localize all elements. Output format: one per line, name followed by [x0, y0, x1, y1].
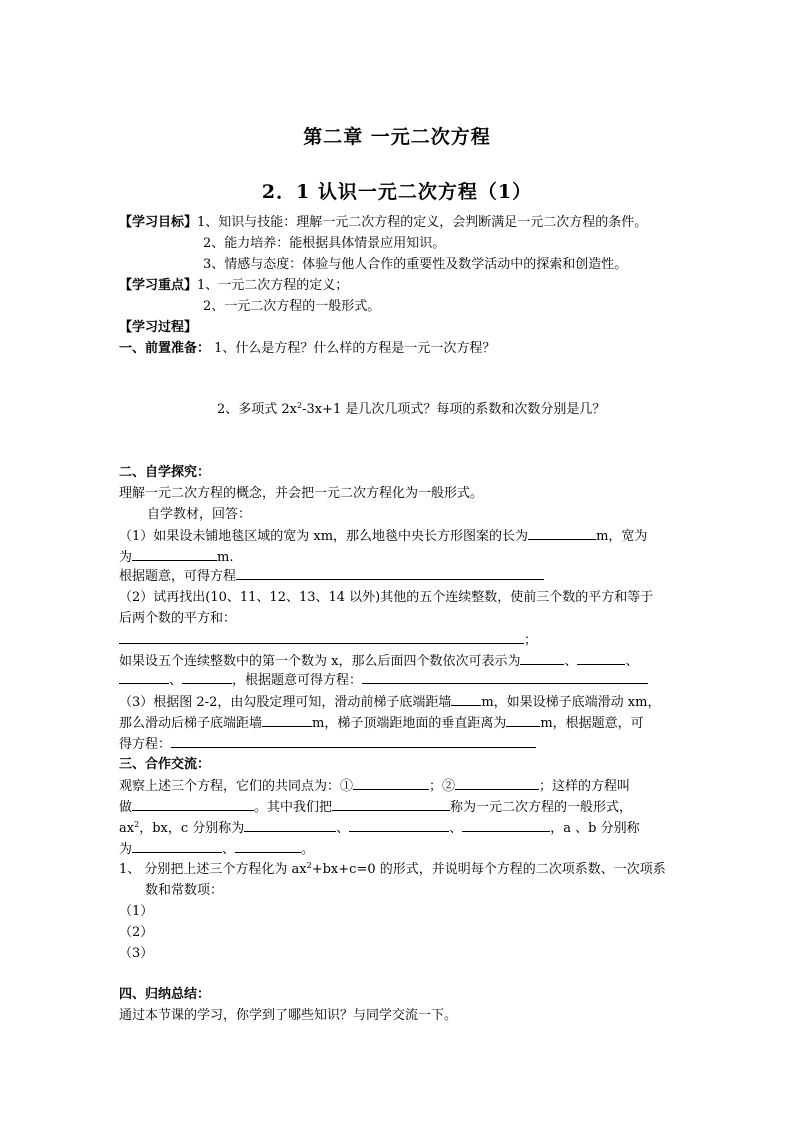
blank[interactable] — [132, 548, 217, 561]
text: 称为一元二次方程的一般形式， — [450, 800, 633, 815]
text: 根据题意，可得方程 — [119, 569, 237, 584]
coop-line-1 — [119, 777, 630, 795]
problem-2-answer — [119, 631, 537, 649]
text: （3）根据图 2-2，由勾股定理可知，滑动前梯子底端距墙 — [119, 695, 452, 710]
text: m，如果设梯子底端滑动 xm， — [481, 695, 661, 710]
blank[interactable] — [349, 819, 449, 832]
blank[interactable] — [236, 567, 544, 580]
exponent: 2 — [134, 820, 140, 829]
text: ；这样的方程叫 — [539, 779, 631, 794]
goal-item: 2、能力培养：能根据具体情景应用知识。 — [203, 236, 446, 251]
text: 为 — [119, 550, 133, 565]
text: 那么滑动后梯子底端距墙 — [119, 716, 263, 731]
blank[interactable] — [244, 819, 336, 832]
text: ，bx，c 分别称为 — [139, 821, 245, 836]
blank[interactable] — [455, 777, 539, 790]
blank[interactable] — [119, 631, 524, 644]
text: 得方程： — [119, 737, 172, 752]
problem-2-line-4 — [119, 671, 648, 689]
goal-item: 3、情感与态度：体验与他人合作的重要性及数学活动中的探索和创造性。 — [203, 257, 628, 272]
exponent: 2 — [306, 861, 312, 870]
coop-question-1 — [119, 861, 666, 878]
text: 。其中我们把 — [254, 800, 333, 815]
blank[interactable] — [235, 840, 301, 853]
section-title: 2．1 认识一元二次方程（1） — [261, 181, 533, 203]
text: 、 — [169, 673, 183, 688]
text: ，a 、b 分别称 — [550, 821, 640, 836]
blank[interactable] — [332, 798, 450, 811]
prep-q2-text: -3x+1 是几次几项式？每项的系数和次数分别是几？ — [302, 402, 606, 417]
blank[interactable] — [171, 735, 536, 748]
problem-3-line — [119, 693, 660, 711]
focus-item: 1、一元二次方程的定义； — [197, 278, 349, 293]
prep-question-1: 1、什么是方程？什么样的方程是一元一次方程？ — [214, 341, 496, 356]
prep-label: 一、前置准备： — [119, 341, 211, 356]
text: 、 — [564, 654, 578, 669]
summary-text: 通过本节课的学习，你学到了哪些知识？与同学交流一下。 — [119, 1008, 458, 1023]
problem-2-line-2: 后两个数的平方和： — [119, 611, 237, 626]
text: m，梯子顶端距地面的垂直距离为 — [312, 716, 507, 731]
blank[interactable] — [182, 671, 232, 684]
text: 1、 分别把上述三个方程化为 ax — [119, 862, 307, 877]
text: ； — [524, 633, 538, 648]
blank[interactable] — [577, 652, 625, 665]
goal-item: 1、知识与技能：理解一元二次方程的定义，会判断满足一元二次方程的条件。 — [197, 215, 648, 230]
problem-3-equation — [119, 735, 536, 753]
prep-q2-text: 2、多项式 2x — [217, 402, 298, 417]
self-study-read: 自学教材，回答： — [147, 507, 252, 522]
coop-item: （2） — [119, 925, 154, 940]
text: 做 — [119, 800, 133, 815]
summary-label: 四、归纳总结： — [119, 987, 211, 1002]
blank[interactable] — [451, 693, 481, 706]
text: m，根据题意，可 — [540, 716, 644, 731]
blank[interactable] — [132, 798, 254, 811]
problem-2-line: （2）试再找出(10、11、12、13、14 以外)其他的五个连续整数，使前三个数的平方和等于 — [119, 590, 654, 605]
problem-1-equation — [119, 567, 544, 585]
goals-line-1 — [119, 214, 647, 231]
blank[interactable] — [462, 819, 550, 832]
problem-1-line — [119, 527, 647, 545]
text: 观察上述三个方程，它们的共同点为：① — [119, 779, 354, 794]
blank[interactable] — [262, 714, 312, 727]
blank[interactable] — [520, 652, 564, 665]
exponent: 2 — [297, 401, 303, 410]
text: 如果设五个连续整数中的第一个数为 x，那么后面四个数依次可表示为 — [119, 654, 521, 669]
coop-question-1-cont: 数和常数项： — [145, 883, 224, 898]
focus-item: 2、一元二次方程的一般形式。 — [203, 299, 381, 314]
text: +bx+c=0 的形式，并说明每个方程的二次项系数、一次项系 — [311, 862, 666, 877]
text: m. — [217, 550, 234, 565]
self-study-intro: 理解一元二次方程的概念，并会把一元二次方程化为一般形式。 — [119, 486, 484, 501]
text: 、 — [449, 821, 463, 836]
text: 。 — [301, 842, 315, 857]
coop-line-2 — [119, 798, 632, 816]
problem-2-line-3 — [119, 652, 639, 670]
coop-item: （1） — [119, 904, 154, 919]
text: 为 — [119, 842, 133, 857]
text: 、 — [625, 654, 639, 669]
text: m，宽为 — [596, 529, 648, 544]
coop-line-3 — [119, 819, 640, 837]
blank[interactable] — [506, 714, 540, 727]
problem-3-line-2 — [119, 714, 644, 732]
text: ax — [119, 821, 135, 836]
coop-line-4 — [119, 840, 314, 858]
self-study-label: 二、自学探究： — [119, 465, 211, 480]
text: （1）如果设未铺地毯区域的宽为 xm，那么地毯中央长方形图案的长为 — [119, 529, 529, 544]
prep-line — [119, 340, 495, 357]
text: 、 — [222, 842, 236, 857]
blank[interactable] — [528, 527, 596, 540]
blank[interactable] — [132, 840, 222, 853]
coop-item: （3） — [119, 946, 154, 961]
text: ；② — [429, 779, 456, 794]
chapter-title: 第二章 一元二次方程 — [303, 126, 491, 148]
blank[interactable] — [362, 671, 648, 684]
process-label: 【学习过程】 — [119, 320, 198, 335]
problem-1-line-2 — [119, 548, 233, 566]
focus-line-1 — [119, 277, 348, 294]
blank[interactable] — [119, 671, 169, 684]
focus-label: 【学习重点】 — [119, 278, 198, 293]
blank[interactable] — [353, 777, 429, 790]
goals-label: 【学习目标】 — [119, 215, 198, 230]
text: 、 — [336, 821, 350, 836]
coop-label: 三、合作交流： — [119, 757, 211, 772]
prep-question-2 — [217, 401, 605, 418]
text: ，根据题意可得方程： — [232, 673, 363, 688]
